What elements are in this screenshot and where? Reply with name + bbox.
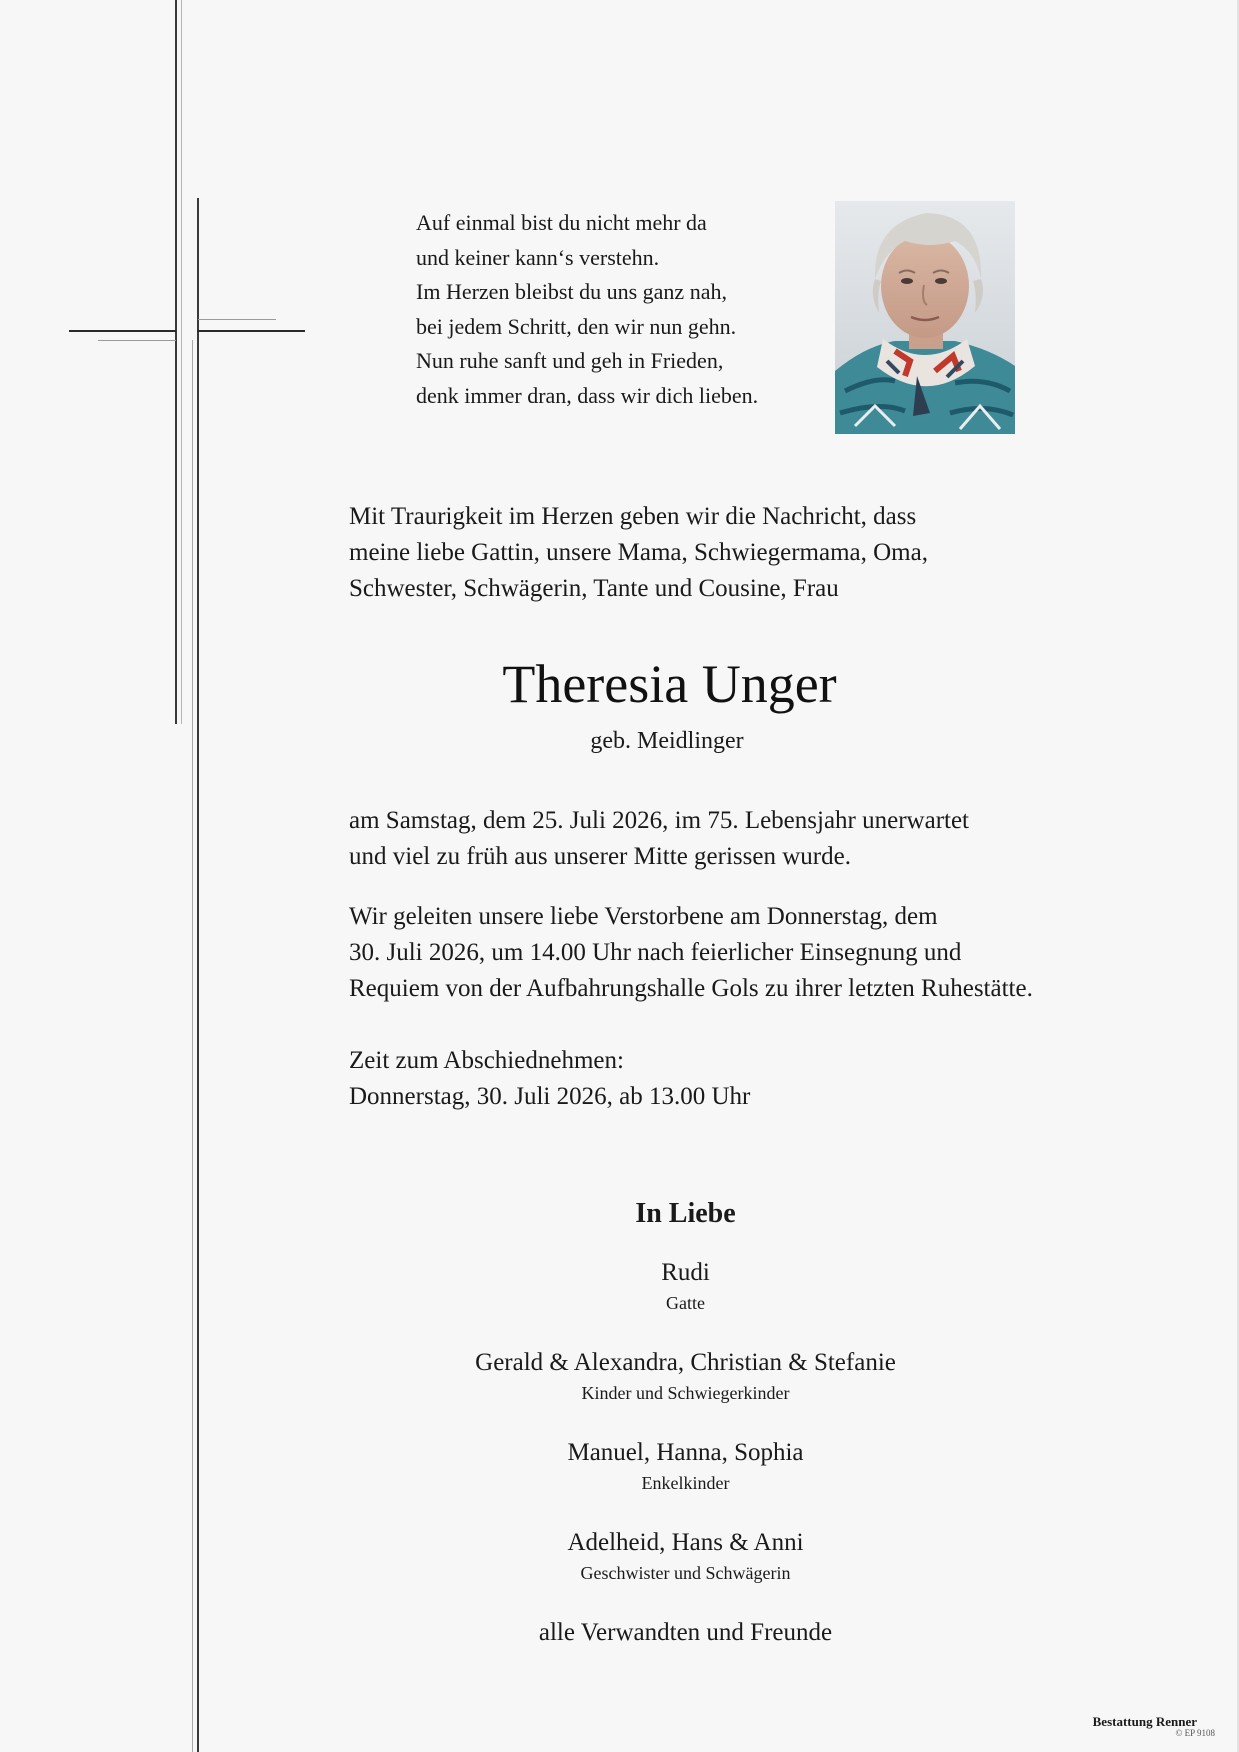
portrait-photo (835, 201, 1015, 434)
memorial-poem (416, 206, 758, 413)
funeral-line: Requiem von der Aufbahrungshalle Gols zu ihrer letzten Ruhestätte. (349, 975, 1033, 1002)
poem-line: Auf einmal bist du nicht mehr da (416, 210, 707, 235)
publisher-credit: Bestattung Renner (1092, 1714, 1197, 1729)
poem-line: denk immer dran, dass wir dich lieben. (416, 382, 759, 408)
farewell-time (349, 1043, 750, 1115)
portrait-illustration (835, 201, 1015, 434)
mourner-name: Adelheid, Hans & Anni (567, 1529, 804, 1556)
deceased-birth-name: geb. Meidlinger (590, 728, 744, 754)
signoff-closing: alle Verwandten und Freunde (538, 1619, 833, 1646)
funeral-line: 30. Juli 2026, um 14.00 Uhr nach feierlicher Einsegnung und (349, 939, 962, 966)
cross-arm-left (69, 330, 176, 332)
poem-line: bei jedem Schritt, den wir nun gehn. (416, 313, 737, 339)
death-notice-line: und viel zu früh aus unserer Mitte gerissen wurde. (349, 843, 851, 870)
mourner-role: Geschwister und Schwägerin (580, 1563, 791, 1583)
farewell-heading: Zeit zum Abschiednehmen: (349, 1047, 624, 1074)
mourner-role: Enkelkinder (641, 1473, 730, 1493)
document-code: © EP 9108 (1175, 1728, 1215, 1738)
poem-line: Nun ruhe sanft und geh in Frieden, (416, 348, 724, 373)
death-notice (349, 803, 969, 875)
announcement-intro (349, 499, 928, 607)
cross-shadow-vertical-upper (181, 0, 182, 724)
intro-line: Mit Traurigkeit im Herzen geben wir die Nachricht, dass (349, 503, 917, 530)
cross-shadow-arm-left (98, 340, 176, 341)
cross-vertical-upper (175, 0, 177, 724)
cross-vertical-lower (197, 198, 199, 1752)
mourner-role: Kinder und Schwiegerkinder (581, 1383, 790, 1403)
poem-line: und keiner kann‘s verstehn. (416, 244, 660, 270)
mourner-name: Rudi (661, 1259, 710, 1286)
deceased-name: Theresia Unger (502, 654, 837, 714)
farewell-date: Donnerstag, 30. Juli 2026, ab 13.00 Uhr (349, 1083, 751, 1110)
mourner-role: Gatte (666, 1293, 705, 1313)
funeral-line: Wir geleiten unsere liebe Verstorbene am Donnerstag, dem (349, 903, 938, 930)
intro-line: meine liebe Gattin, unsere Mama, Schwiegermama, Oma, (349, 539, 928, 566)
poem-line: Im Herzen bleibst du uns ganz nah, (416, 279, 727, 304)
signoff-heading: In Liebe (635, 1198, 736, 1229)
cross-arm-right (197, 330, 305, 332)
funeral-details (349, 899, 1033, 1007)
intro-line: Schwester, Schwägerin, Tante und Cousine, Frau (349, 575, 839, 602)
mourner-name: Manuel, Hanna, Sophia (567, 1439, 804, 1466)
mourner-name: Gerald & Alexandra, Christian & Stefanie (475, 1349, 896, 1376)
death-notice-line: am Samstag, dem 25. Juli 2026, im 75. Lebensjahr unerwartet (349, 807, 970, 834)
cross-shadow-arm-right (198, 319, 276, 320)
